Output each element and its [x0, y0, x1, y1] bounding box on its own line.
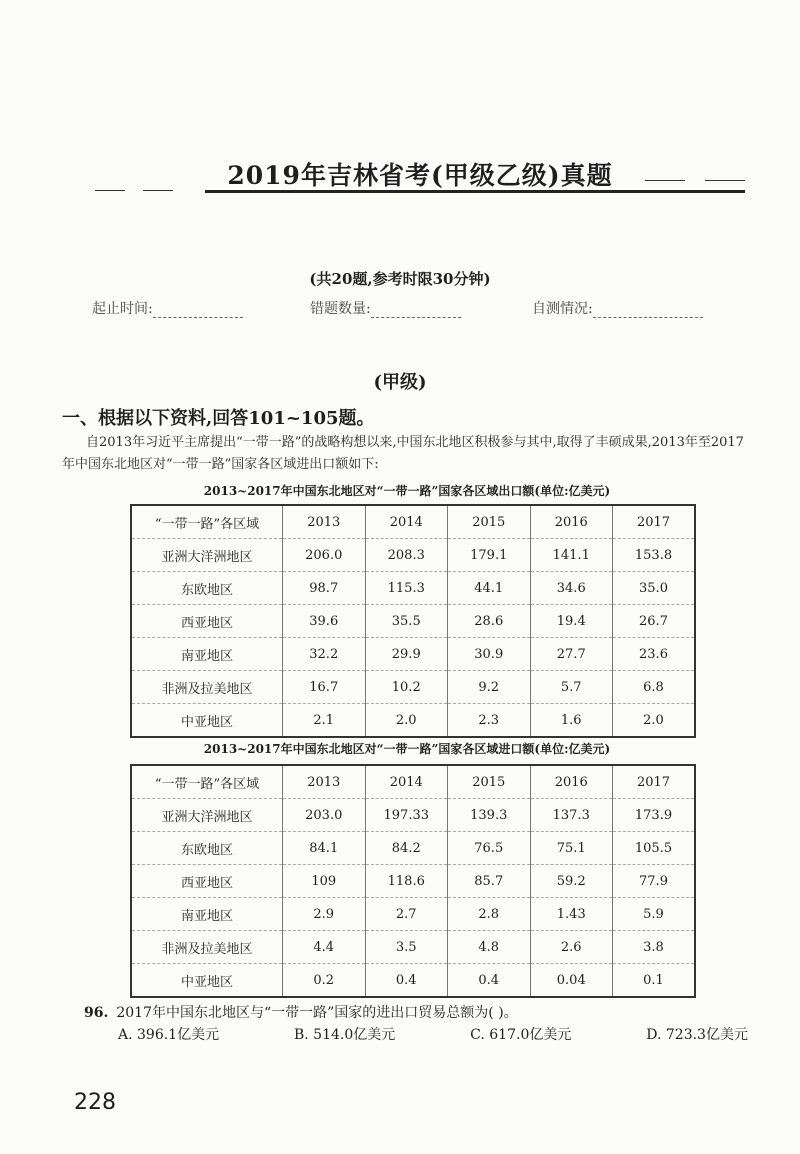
value-cell: 5.7 [530, 671, 613, 704]
table-header-row [131, 765, 695, 799]
value-cell: 35.5 [365, 605, 448, 638]
value-cell: 0.04 [530, 964, 613, 998]
region-cell: 非洲及拉美地区 [131, 931, 283, 964]
value-cell: 2.1 [283, 704, 366, 738]
value-cell: 6.8 [613, 671, 696, 704]
header-cell: 2014 [365, 505, 448, 539]
value-cell: 179.1 [448, 539, 531, 572]
value-cell: 44.1 [448, 572, 531, 605]
self-test-label: 自测情况: [532, 301, 593, 317]
value-cell: 84.2 [365, 832, 448, 865]
subtitle: (共20题,参考时限30分钟) [309, 270, 491, 288]
value-cell: 141.1 [530, 539, 613, 572]
table-row [131, 799, 695, 832]
export-table [130, 504, 696, 738]
header-cell: 2013 [283, 505, 366, 539]
errors-label: 错题数量: [310, 301, 371, 317]
table-row [131, 865, 695, 898]
value-cell: 28.6 [448, 605, 531, 638]
option-a: A. 396.1亿美元 [118, 1027, 220, 1043]
value-cell: 197.33 [365, 799, 448, 832]
region-cell: 南亚地区 [131, 638, 283, 671]
region-cell: 非洲及拉美地区 [131, 671, 283, 704]
value-cell: 35.0 [613, 572, 696, 605]
value-cell: 203.0 [283, 799, 366, 832]
errors-field [310, 298, 461, 318]
value-cell: 19.4 [530, 605, 613, 638]
value-cell: 39.6 [283, 605, 366, 638]
value-cell: 153.8 [613, 539, 696, 572]
value-cell: 2.8 [448, 898, 531, 931]
option-c: C. 617.0亿美元 [470, 1027, 572, 1043]
value-cell: 2.9 [283, 898, 366, 931]
value-cell: 2.0 [365, 704, 448, 738]
table-row [131, 704, 695, 738]
value-cell: 0.4 [448, 964, 531, 998]
self-test-field [532, 298, 703, 318]
table-row [131, 638, 695, 671]
value-cell: 34.6 [530, 572, 613, 605]
region-cell: 中亚地区 [131, 964, 283, 998]
import-table-caption: 2013~2017年中国东北地区对“一带一路”国家各区域进口额(单位:亿美元) [203, 742, 611, 756]
table-row [131, 539, 695, 572]
value-cell: 29.9 [365, 638, 448, 671]
value-cell: 2.0 [613, 704, 696, 738]
region-cell: 亚洲大洋洲地区 [131, 539, 283, 572]
question-96 [84, 1002, 518, 1022]
table-row [131, 832, 695, 865]
region-cell: 西亚地区 [131, 605, 283, 638]
header-cell: “一带一路”各区域 [131, 505, 283, 539]
intro-paragraph: 自2013年习近平主席提出“一带一路”的战略构想以来,中国东北地区积极参与其中,取得了丰硕成果,2013年至2017年中国东北地区对“一带一路”国家各区域进出口额如下: [62, 435, 744, 472]
value-cell: 173.9 [613, 799, 696, 832]
value-cell: 105.5 [613, 832, 696, 865]
header-cell: 2015 [448, 505, 531, 539]
table-row [131, 605, 695, 638]
region-cell: 西亚地区 [131, 865, 283, 898]
value-cell: 2.7 [365, 898, 448, 931]
table-row [131, 931, 695, 964]
value-cell: 3.8 [613, 931, 696, 964]
value-cell: 16.7 [283, 671, 366, 704]
header-cell: “一带一路”各区域 [131, 765, 283, 799]
value-cell: 4.8 [448, 931, 531, 964]
question-text: 2017年中国东北地区与“一带一路”国家的进出口贸易总额为( )。 [116, 1005, 518, 1021]
value-cell: 30.9 [448, 638, 531, 671]
header-cell: 2015 [448, 765, 531, 799]
value-cell: 118.6 [365, 865, 448, 898]
value-cell: 1.43 [530, 898, 613, 931]
header-cell: 2017 [613, 765, 696, 799]
table-row [131, 671, 695, 704]
page-title: 2019年吉林省考(甲级乙级)真题 [227, 161, 613, 190]
value-cell: 206.0 [283, 539, 366, 572]
value-cell: 9.2 [448, 671, 531, 704]
region-cell: 中亚地区 [131, 704, 283, 738]
value-cell: 23.6 [613, 638, 696, 671]
value-cell: 0.1 [613, 964, 696, 998]
value-cell: 115.3 [365, 572, 448, 605]
value-cell: 98.7 [283, 572, 366, 605]
option-d: D. 723.3亿美元 [646, 1027, 748, 1043]
export-table-caption: 2013~2017年中国东北地区对“一带一路”国家各区域出口额(单位:亿美元) [203, 484, 611, 498]
region-cell: 东欧地区 [131, 572, 283, 605]
section-heading: 一、根据以下资料,回答101~105题。 [62, 408, 375, 429]
value-cell: 32.2 [283, 638, 366, 671]
answer-options [118, 1024, 748, 1044]
header-cell: 2016 [530, 765, 613, 799]
value-cell: 75.1 [530, 832, 613, 865]
value-cell: 1.6 [530, 704, 613, 738]
table-row [131, 572, 695, 605]
page-number: 228 [74, 1090, 116, 1115]
value-cell: 76.5 [448, 832, 531, 865]
value-cell: 139.3 [448, 799, 531, 832]
value-cell: 84.1 [283, 832, 366, 865]
title-block [95, 150, 745, 200]
value-cell: 85.7 [448, 865, 531, 898]
table-header-row [131, 505, 695, 539]
table-row [131, 964, 695, 998]
value-cell: 2.6 [530, 931, 613, 964]
region-cell: 东欧地区 [131, 832, 283, 865]
value-cell: 137.3 [530, 799, 613, 832]
value-cell: 10.2 [365, 671, 448, 704]
start-time-label: 起止时间: [92, 301, 153, 317]
value-cell: 77.9 [613, 865, 696, 898]
value-cell: 59.2 [530, 865, 613, 898]
value-cell: 26.7 [613, 605, 696, 638]
region-cell: 亚洲大洋洲地区 [131, 799, 283, 832]
option-b: B. 514.0亿美元 [293, 1027, 396, 1043]
value-cell: 0.2 [283, 964, 366, 998]
level-heading: (甲级) [373, 372, 427, 393]
value-cell: 0.4 [365, 964, 448, 998]
import-table [130, 764, 696, 998]
question-number: 96. [84, 1005, 109, 1021]
value-cell: 4.4 [283, 931, 366, 964]
value-cell: 2.3 [448, 704, 531, 738]
table-row [131, 898, 695, 931]
header-cell: 2013 [283, 765, 366, 799]
header-cell: 2017 [613, 505, 696, 539]
header-cell: 2014 [365, 765, 448, 799]
header-cell: 2016 [530, 505, 613, 539]
start-time-field [92, 298, 243, 318]
value-cell: 5.9 [613, 898, 696, 931]
region-cell: 南亚地区 [131, 898, 283, 931]
value-cell: 27.7 [530, 638, 613, 671]
value-cell: 208.3 [365, 539, 448, 572]
value-cell: 3.5 [365, 931, 448, 964]
value-cell: 109 [283, 865, 366, 898]
